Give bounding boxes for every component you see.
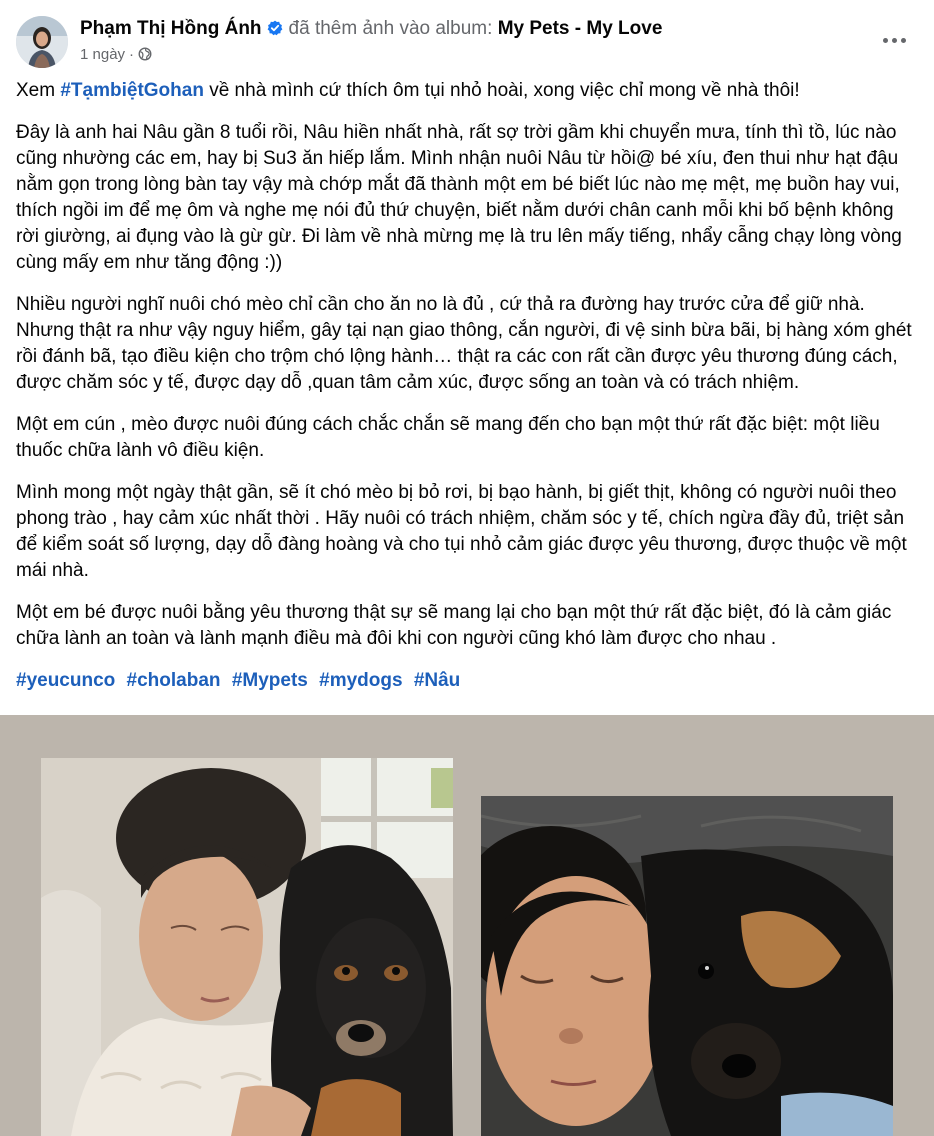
hashtag-mydogs[interactable]: #mydogs [319, 670, 403, 691]
post-paragraph-4: Một em cún , mèo được nuôi đúng cách chắc chắn sẽ mang đến cho bạn một thứ rất đặc biệt: một liều thuốc chữa lành vô điều kiện. [16, 414, 880, 461]
album-link[interactable]: My Pets - My Love [497, 18, 663, 39]
post-text [16, 78, 916, 710]
post-paragraph-2: Đây là anh hai Nâu gần 8 tuổi rồi, Nâu hiền nhất nhà, rất sợ trời gầm khi chuyển mưa, tính thì tồ, lúc nào cũng nhường các em, hay bị Su3 ăn hiếp lắm. Mình nhận nuôi Nâu từ hồi@ bé xíu, đen thui như hạt đậu nằm gọn trong lòng bàn tay vậy mà chớp mắt đã thành một em bé biết lúc nào mẹ mệt, mẹ buồn hay vui, thích ngồi im để mẹ ôm và nghe mẹ nói đủ thứ chuyện, biết nằm dưới chân canh mỗi khi bố bệnh không rời giường, ai đụng vào là gừ gừ. Đi làm về nhà mừng mẹ là tru lên mấy tiếng, nhẩy cẫng chạy lòng vòng cùng mấy em như tăng động :)) [16, 122, 902, 273]
post-timestamp[interactable]: 1 ngày [80, 46, 126, 63]
hashtag-list [16, 668, 916, 694]
meta-separator: · [129, 46, 135, 63]
hashtag-yeucunco[interactable]: #yeucunco [16, 670, 116, 691]
hashtag-link[interactable]: #TạmbiệtGohan [60, 80, 204, 101]
author-name[interactable]: Phạm Thị Hồng Ánh [80, 18, 262, 39]
hashtag-cholaban[interactable]: #cholaban [126, 670, 221, 691]
post-header [0, 0, 934, 78]
photo-woman-sleeping-with-dog[interactable] [481, 796, 893, 1136]
photo-woman-hugging-dog[interactable] [41, 758, 453, 1136]
post-paragraph-1 [16, 78, 916, 104]
post-paragraph-3: Nhiều người nghĩ nuôi chó mèo chỉ cần cho ăn no là đủ , cứ thả ra đường hay trước cửa để giữ nhà. Nhưng thật ra như vậy nguy hiểm, gây tại nạn giao thông, cắn người, đi vệ sinh bừa bãi, bị hàng xóm ghét rồi đánh bã, tạo điều kiện cho trộm chó lộng hành… thật ra các con rất cần được yêu thương đúng cách, được chăm sóc y tế, được dạy dỗ ,quan tâm cảm xúc, được sống an toàn và có trách nhiệm. [16, 294, 912, 393]
post-meta [80, 44, 152, 66]
paragraph-1-suffix: về nhà mình cứ thích ôm tụi nhỏ hoài, xong việc chỉ mong về nhà thôi! [203, 80, 800, 101]
more-options-icon[interactable] [876, 26, 912, 54]
paragraph-1-prefix: Xem [16, 80, 61, 101]
post-paragraph-5: Mình mong một ngày thật gần, sẽ ít chó mèo bị bỏ rơi, bị bạo hành, bị giết thịt, không có người nuôi theo phong trào , hay cảm xúc nhất thời . Hãy nuôi có trách nhiệm, chăm sóc y tế, chích ngừa đầy đủ, triệt sản để kiểm soát số lượng, dạy dỗ đàng hoàng và cho tụi nhỏ cảm giác được yêu thương, được thuộc về một mái nhà. [16, 482, 907, 581]
verified-badge-icon [267, 20, 283, 36]
post-title-line [80, 16, 662, 42]
photo-album-area [0, 715, 934, 1136]
hashtag-nau[interactable]: #Nâu [413, 670, 461, 691]
post-action-text: đã thêm ảnh vào album: [288, 18, 493, 39]
post-paragraph-6: Một em bé được nuôi bằng yêu thương thật sự sẽ mang lại cho bạn một thứ rất đặc biệt, đó là cảm giác chữa lành an toàn và lành mạnh điều mà đôi khi con người cũng khó làm được cho nhau . [16, 602, 892, 649]
author-avatar[interactable] [16, 16, 68, 68]
globe-icon[interactable] [138, 47, 152, 61]
hashtag-mypets[interactable]: #Mypets [231, 670, 308, 691]
